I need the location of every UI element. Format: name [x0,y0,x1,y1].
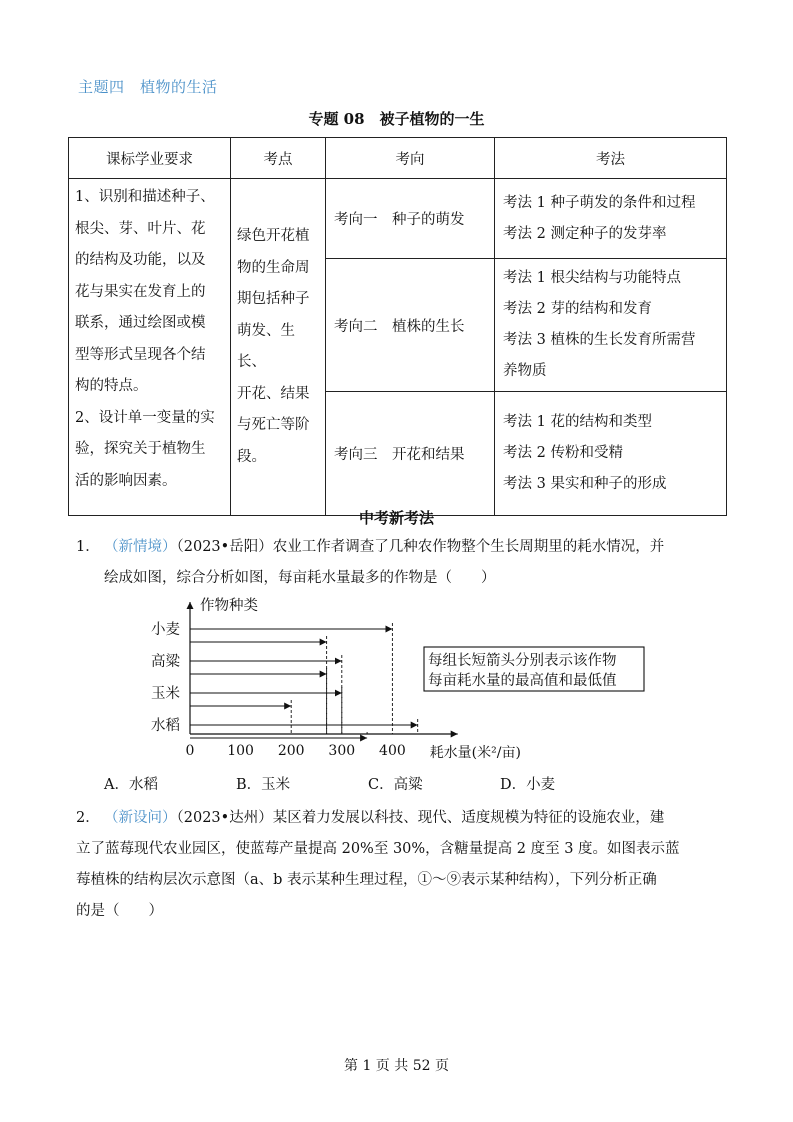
text-line: 2、设计单一变量的实 [75,409,215,426]
table-header-row [69,138,727,179]
text-line: 考法 1 种子萌发的条件和过程 [503,194,696,211]
legend-note-line: 每组长短箭头分别表示该作物 [428,653,617,669]
text-line: 段。 [237,448,266,465]
option-a[interactable]: A．水稻 [104,777,158,793]
x-tick-label: 0 [185,743,195,759]
question-number: 2． [76,810,100,826]
legend-note-line: 每亩耗水量的最高值和最低值 [428,673,617,689]
x-tick-label: 400 [379,743,406,759]
x-axis-label: 耗水量(米²/亩) [429,745,521,761]
question-text: （2023•达州）某区着力发展以科技、现代、适度规模为特征的设施农业，建 [176,810,665,826]
text-line: 期包括种子 [237,291,310,307]
page-footer: 第 1 页 共 52 页 [344,1058,449,1074]
question-tag: （新情境） [104,539,177,555]
direction-cell: 考向二 植株的生长 [326,259,495,392]
point-cell [231,179,326,516]
category-label: 玉米 [151,686,180,702]
question-1 [76,532,724,594]
section-title: 中考新考法 [358,509,434,527]
y-axis-label: 作物种类 [200,598,258,614]
direction-cell: 考向一 种子的萌发 [326,179,495,259]
option-d[interactable]: D．小麦 [500,777,556,793]
method-cell [495,392,727,516]
text-line: 联系，通过绘图或模 [75,315,206,331]
text-line: 养物质 [503,363,547,379]
page-title: 专题 08 被子植物的一生 [308,110,485,128]
header-cell: 考法 [495,138,727,179]
text-line: 构的特点。 [75,378,148,394]
question-tag: （新设问） [104,810,177,826]
text-line: 绿色开花植 [237,228,310,244]
text-line: 开花、结果 [237,385,310,402]
x-tick-label: 200 [277,743,305,759]
direction-cell: 考向三 开花和结果 [326,392,495,516]
text-line: 萌发、生长、 [237,322,295,370]
table-row [69,179,727,259]
question-line: 莓植株的结构层次示意图（a、b 表示某种生理过程，①～⑨表示某种结构），下列分析正确 [76,872,657,888]
question-line: 立了蓝莓现代农业园区，使蓝莓产量提高 20%至 30%，含糖量提高 2 度至 3 度。如图表示蓝 [76,841,680,857]
text-line: 与死亡等阶 [237,417,310,433]
water-consumption-chart [140,590,650,768]
text-line: 考法 2 测定种子的发芽率 [503,225,667,242]
header-cell: 考点 [231,138,326,179]
method-cell [495,259,727,392]
question-number: 1． [76,539,100,555]
text-line: 的结构及功能，以及 [75,252,206,268]
text-line: 物的生命周 [237,259,310,276]
topic-heading: 主题四 植物的生活 [78,78,218,96]
question-text: （2023•岳阳）农业工作者调查了几种农作物整个生长周期里的耗水情况，并 [176,539,665,555]
method-cell [495,179,727,259]
question-line [76,532,724,563]
x-tick-label: 100 [227,743,254,759]
category-label: 小麦 [151,622,180,638]
question-line: 绘成如图，综合分析如图，每亩耗水量最多的作物是（ ） [104,570,496,586]
header-cell: 考向 [326,138,495,179]
text-line: 考法 3 植株的生长发育所需营 [503,332,696,348]
question-2 [76,803,724,927]
text-line: 型等形式呈现各个结 [75,346,206,363]
text-line: 考法 2 传粉和受精 [503,445,623,461]
text-line: 考法 3 果实和种子的形成 [503,476,667,492]
text-line: 考法 2 芽的结构和发育 [503,301,652,317]
text-line: 考法 1 根尖结构与功能特点 [503,270,681,286]
text-line: 根尖、芽、叶片、花 [75,220,206,237]
header-cell: 课标学业要求 [69,138,231,179]
requirements-table [68,137,727,516]
question-line [76,803,724,834]
category-label: 水稻 [151,718,180,734]
text-line: 验，探究关于植物生 [75,441,206,457]
option-b[interactable]: B．玉米 [236,777,291,793]
text-line: 考法 1 花的结构和类型 [503,414,652,430]
category-label: 高粱 [151,654,180,670]
answer-options [104,773,632,794]
requirement-cell [69,179,231,516]
question-line: 的是（ ） [76,903,163,919]
text-line: 活的影响因素。 [75,472,177,489]
option-c[interactable]: C．高粱 [368,777,423,793]
text-line: 花与果实在发育上的 [75,283,206,300]
x-tick-label: 300 [328,743,356,759]
text-line: 1、识别和描述种子、 [75,189,215,205]
